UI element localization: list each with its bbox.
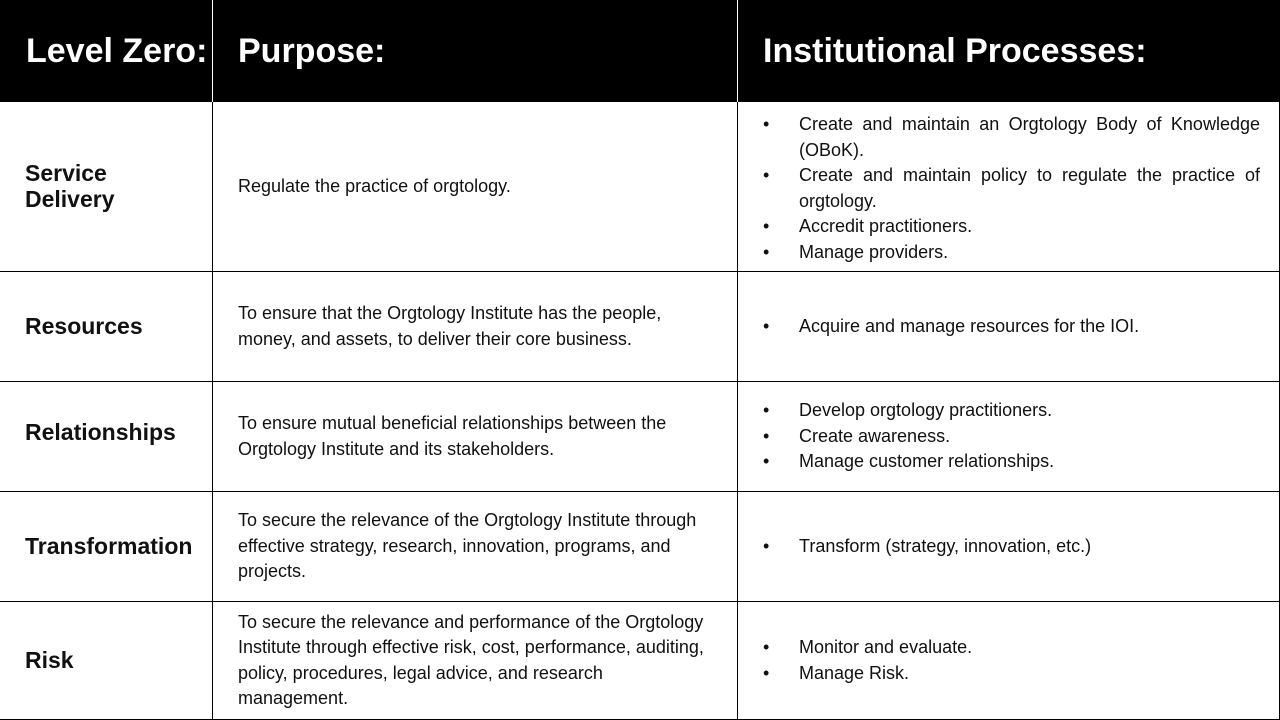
level-relationships: Relationships xyxy=(0,382,212,492)
process-list xyxy=(763,534,1260,560)
purpose-risk: To secure the relevance and performance of the Orgtology Institute through effective risk, cost, performance, auditing, policy, procedures, legal advice, and research management. xyxy=(212,602,737,720)
bullet-icon: • xyxy=(763,165,770,185)
bullet-icon: • xyxy=(763,400,770,421)
process-list xyxy=(763,314,1260,340)
bullet-icon: • xyxy=(763,425,770,446)
purpose-relationships: To ensure mutual beneficial relationships between the Orgtology Institute and its stakeholders. xyxy=(212,382,737,492)
processes-transformation xyxy=(737,492,1280,602)
processes-resources xyxy=(737,272,1280,382)
bullet-icon: • xyxy=(763,315,770,336)
purpose-resources: To ensure that the Orgtology Institute has the people, money, and assets, to deliver their core business. xyxy=(212,272,737,382)
list-item: • Manage providers. xyxy=(763,240,1260,266)
level-service-delivery: Service Delivery xyxy=(0,102,212,272)
purpose-service-delivery: Regulate the practice of orgtology. xyxy=(212,102,737,272)
list-item: • Acquire and manage resources for the IOI. xyxy=(763,314,1260,340)
list-item: • Transform (strategy, innovation, etc.) xyxy=(763,534,1260,560)
bullet-icon: • xyxy=(763,637,770,657)
bullet-icon: • xyxy=(763,451,770,472)
bullet-icon: • xyxy=(763,216,770,236)
list-item: • Manage Risk. xyxy=(763,661,1260,687)
level-resources: Resources xyxy=(0,272,212,382)
level-transformation: Transformation xyxy=(0,492,212,602)
header-level-zero: Level Zero: xyxy=(0,0,212,102)
processes-relationships xyxy=(737,382,1280,492)
processes-risk xyxy=(737,602,1280,720)
process-list xyxy=(763,398,1260,475)
list-item: • Create and maintain an Orgtology Body of Knowledge (OBoK). xyxy=(763,114,1260,160)
list-item: • Monitor and evaluate. xyxy=(763,635,1260,661)
bullet-icon: • xyxy=(763,662,770,683)
list-item: • Create and maintain policy to regulate the practice of orgtology. xyxy=(763,165,1260,211)
header-institutional-processes: Institutional Processes: xyxy=(737,0,1280,102)
list-item: • Manage customer relationships. xyxy=(763,449,1260,475)
list-item: • Create awareness. xyxy=(763,424,1260,450)
header-purpose: Purpose: xyxy=(212,0,737,102)
process-list xyxy=(763,112,1260,265)
list-item: • Develop orgtology practitioners. xyxy=(763,398,1260,424)
level-risk: Risk xyxy=(0,602,212,720)
process-list xyxy=(763,635,1260,686)
purpose-transformation: To secure the relevance of the Orgtology Institute through effective strategy, research, innovation, programs, and projects. xyxy=(212,492,737,602)
list-item: • Accredit practitioners. xyxy=(763,214,1260,240)
bullet-icon: • xyxy=(763,241,770,262)
bullet-icon: • xyxy=(763,114,770,134)
bullet-icon: • xyxy=(763,535,770,556)
processes-service-delivery xyxy=(737,102,1280,272)
